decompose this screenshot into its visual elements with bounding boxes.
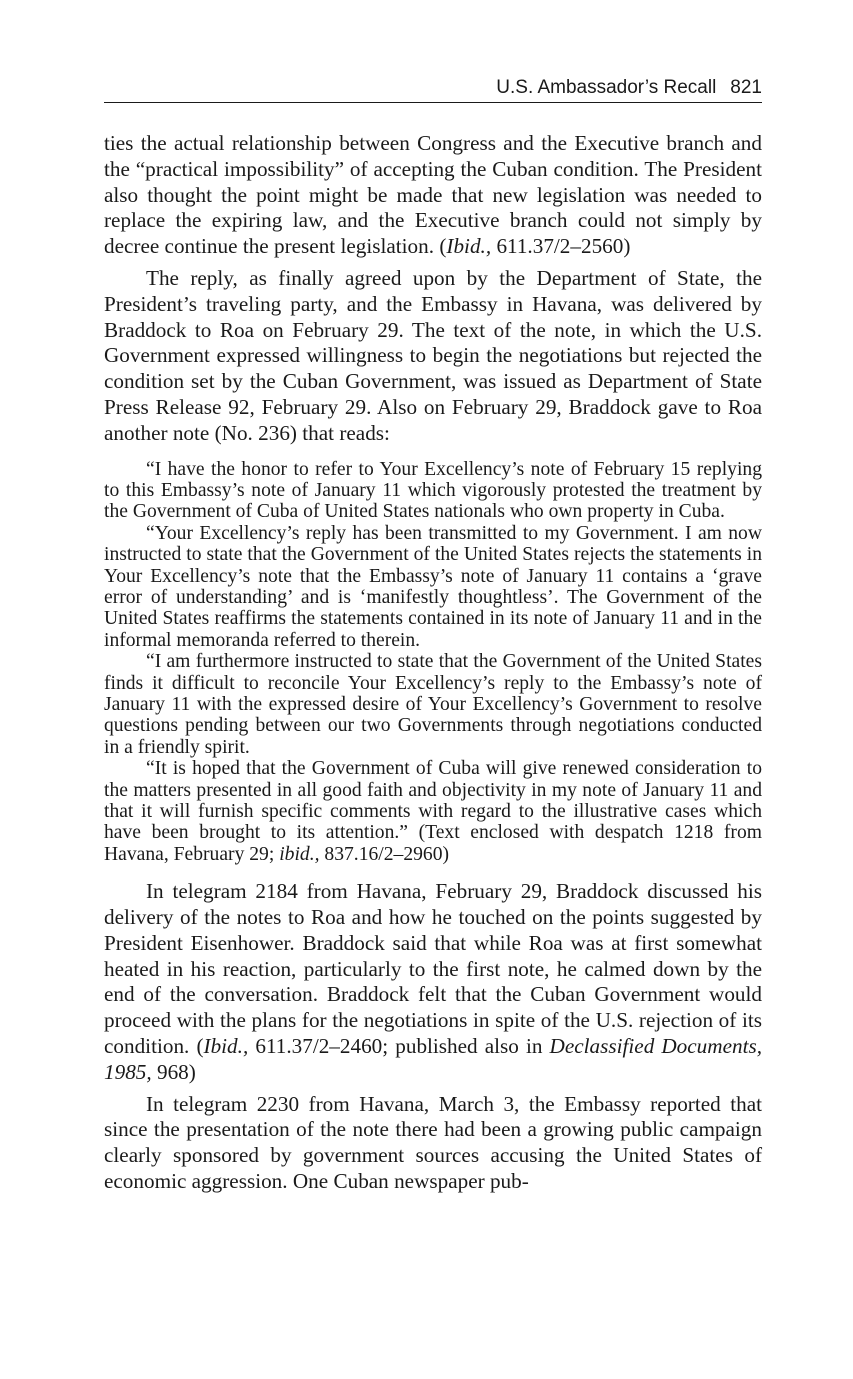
quote-paragraph-2: “Your Excellency’s reply has been transmitted to my Government. I am now instructed to state that the Government of the United States rejects the statements in Your Excellency’s note that the Embassy’s note of January 11 contains a ‘grave error of understanding’ and is ‘manifestly thoughtless’. The Government of the United States reaffirms the statements contained in its note of January 11 and in the informal memoranda referred to therein. (104, 522, 762, 651)
quote-paragraph-4 (104, 758, 762, 865)
p3-citation-publication: Declassified Documents, 1985, (104, 1034, 763, 1084)
citation-ibid: Ibid., (446, 234, 492, 259)
paragraph-3 (104, 879, 762, 1085)
quote-paragraph-1: “I have the honor to refer to Your Excellency’s note of February 15 replying to this Embassy’s note of January 11 which vigorously protested the treatment by the Government of Cuba of United States nationals who own property in Cuba. (104, 458, 762, 523)
document-page (104, 76, 762, 1195)
running-title: U.S. Ambassador’s Recall (496, 77, 717, 98)
paragraph-1 (104, 131, 762, 260)
running-header (104, 76, 762, 103)
quote-paragraph-4-text: “It is hoped that the Government of Cuba will give renewed consideration to the matters presented in all good faith and objectivity in my note of January 11 and that it will furnish specific comments with regard to the illustrative cases which have been brought to its attention.” (Text enclosed with despatch 1218 from Havana, February 29; (104, 758, 762, 865)
quote-paragraph-3: “I am furthermore instructed to state that the Government of the United States finds it difficult to reconcile Your Excellency’s reply to the Embassy’s note of January 11 with the expressed desire of Your Excellency’s Government to resolve questions pending between our two Governments through negotiations conducted in a friendly spirit. (104, 651, 762, 758)
citation-reference: 611.37/2–2560) (491, 234, 631, 259)
paragraph-2 (104, 266, 762, 447)
paragraph-2-text: The reply, as finally agreed upon by the Department of State, the President’s traveling party, and the Embassy in Havana, was delivered by Braddock to Roa on February 29. The text of the note, in which the U.S. Government expressed willingness to begin the negotiations but rejected the condition set by the Cuban Government, was issued as Department of State Press Release 92, February 29. Also on February 29, Braddock gave to Roa another note (No. 236) that reads: (104, 265, 762, 445)
p3-citation-middle: 611.37/2–2460; published also in (248, 1034, 550, 1059)
paragraph-4-text: In telegram 2230 from Havana, March 3, the Embassy reported that since the presentation of the note there had been a growing public campaign clearly sponsored by government sources accusing the United States of economic aggression. One Cuban newspaper pub- (104, 1091, 762, 1194)
p3-citation-open: ( (196, 1034, 204, 1059)
quote-citation-ibid: ibid., (279, 843, 320, 865)
page-number: 821 (730, 77, 762, 98)
block-quote (104, 459, 762, 866)
body-text (104, 131, 762, 1195)
p3-citation-reference: 968) (151, 1059, 196, 1084)
quote-citation-reference: 837.16/2–2960) (319, 843, 450, 865)
paragraph-4 (104, 1092, 762, 1195)
citation-open: ( (439, 234, 447, 259)
paragraph-3-text: In telegram 2184 from Havana, February 29, Braddock discussed his delivery of the notes to Roa and how he touched on the points suggested by President Eisenhower. Braddock said that while Roa was at first somewhat heated in his reaction, particularly to the first note, he calmed down by the end of the conversation. Braddock felt that the Cuban Government would proceed with the plans for the negotiations in spite of the U.S. rejection of its condition. (104, 879, 762, 1059)
paragraph-1-text: ties the actual relationship between Congress and the Executive branch and the “practical impossibility” of accepting the Cuban condition. The President also thought the point might be made that new legislation was needed to replace the expiring law, and the Executive branch could not simply by decree continue the present legislation. (104, 131, 762, 259)
p3-citation-ibid: Ibid., (203, 1034, 249, 1059)
